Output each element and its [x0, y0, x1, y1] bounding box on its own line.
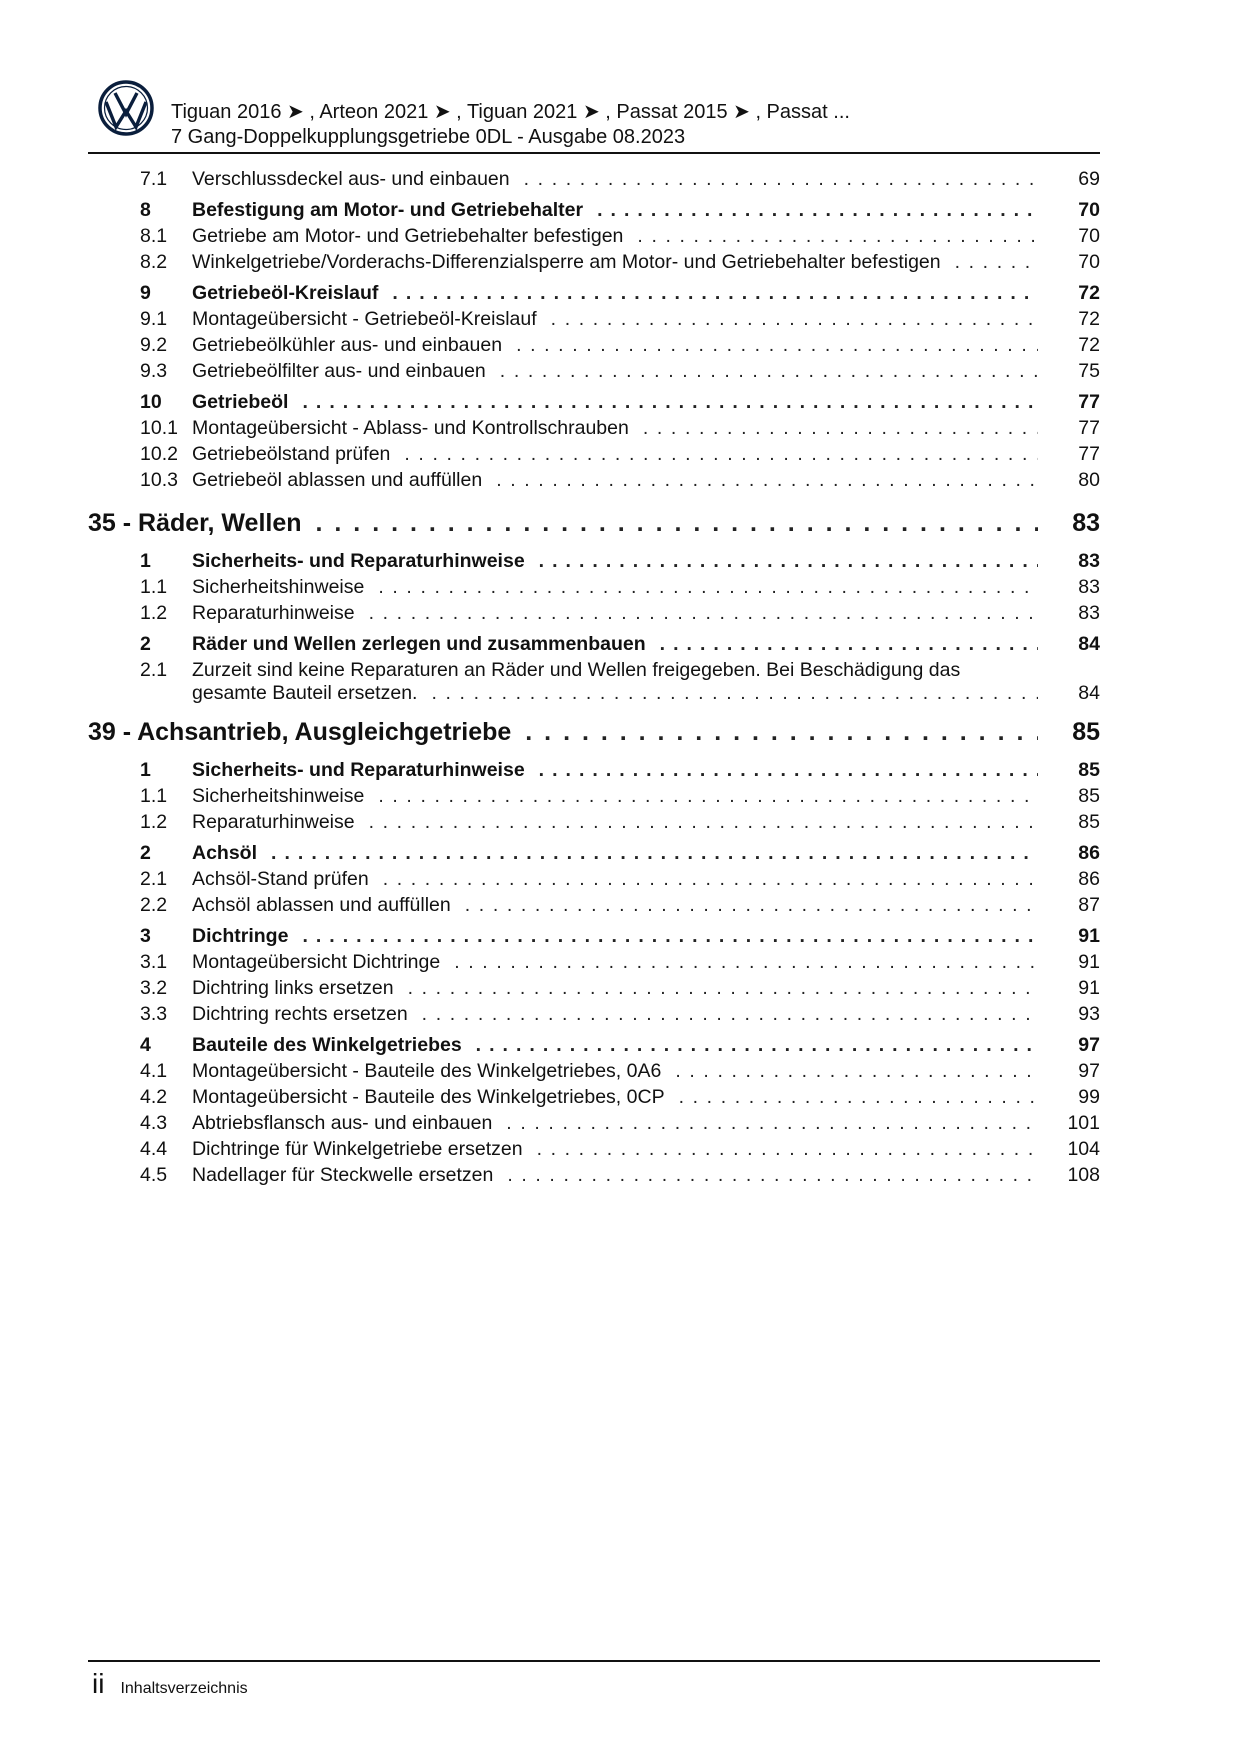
- toc-entry-page: 87: [1078, 894, 1100, 916]
- toc-entry-page: 93: [1078, 1003, 1100, 1025]
- toc-entry-title: Getriebeölkühler aus- und einbauen: [192, 334, 503, 356]
- toc-entry-title: Montageübersicht Dichtringe: [192, 951, 441, 973]
- toc-entry-number: 9.2: [140, 334, 168, 356]
- toc-entry[interactable]: [88, 602, 1100, 628]
- dot-leader: [506, 1112, 1038, 1135]
- toc-entry[interactable]: [88, 509, 1100, 545]
- toc-entry[interactable]: [88, 868, 1100, 894]
- toc-entry-number: 1: [140, 550, 151, 572]
- toc-entry-number: 9.3: [140, 360, 168, 382]
- toc-entry-number: 1.1: [140, 576, 168, 598]
- dot-leader: [378, 576, 1038, 599]
- dot-leader: [637, 225, 1038, 248]
- toc-entry-title: Montageübersicht - Getriebeöl-Kreislauf: [192, 308, 537, 330]
- toc-entry-number: 2.1: [140, 868, 168, 890]
- toc-entry[interactable]: [88, 576, 1100, 602]
- page-footer: [92, 1668, 248, 1700]
- toc-entry[interactable]: [88, 360, 1100, 386]
- toc-entry-title: Montageübersicht - Ablass- und Kontrollschrauben: [192, 417, 629, 439]
- toc-entry-title: Sicherheits- und Reparaturhinweise: [192, 550, 525, 572]
- toc-entry-page: 77: [1078, 417, 1100, 439]
- toc-entry-page: 99: [1078, 1086, 1100, 1108]
- toc-entry-page: 75: [1078, 360, 1100, 382]
- dot-leader: [271, 842, 1038, 865]
- toc-entry[interactable]: [88, 894, 1100, 920]
- toc-entry-title: Verschlussdeckel aus- und einbauen: [192, 168, 510, 190]
- dot-leader: [643, 417, 1038, 440]
- toc-chapter-title: 39 - Achsantrieb, Ausgleichgetriebe: [88, 718, 512, 746]
- toc-entry-number: 3.1: [140, 951, 168, 973]
- toc-entry-title: Dichtring rechts ersetzen: [192, 1003, 408, 1025]
- toc-entry-number: 10.1: [140, 417, 178, 439]
- toc-entry[interactable]: [88, 251, 1100, 277]
- toc-entry[interactable]: [88, 334, 1100, 360]
- toc-entry[interactable]: [88, 811, 1100, 837]
- toc-entry-number: 1: [140, 759, 151, 781]
- toc-entry[interactable]: [88, 759, 1100, 785]
- toc-entry-title: Getriebeölstand prüfen: [192, 443, 391, 465]
- toc-entry-page: 108: [1067, 1164, 1100, 1186]
- dot-leader: [422, 1003, 1038, 1026]
- vw-logo-icon: [98, 80, 154, 136]
- toc-entry[interactable]: [88, 550, 1100, 576]
- toc-entry-page: 77: [1078, 391, 1100, 413]
- toc-entry-title: Achsöl ablassen und auffüllen: [192, 894, 451, 916]
- dot-leader: [369, 811, 1038, 834]
- toc-entry[interactable]: [88, 417, 1100, 443]
- toc-entry-title: Getriebe am Motor- und Getriebehalter befestigen: [192, 225, 624, 247]
- dot-leader: [496, 469, 1038, 492]
- dot-leader: [507, 1164, 1038, 1187]
- toc-entry[interactable]: [88, 1003, 1100, 1029]
- header-subtitle: 7 Gang-Doppelkupplungsgetriebe 0DL - Ausgabe 08.2023: [171, 126, 686, 148]
- toc-entry-page: 69: [1078, 168, 1100, 190]
- dot-leader: [660, 633, 1038, 656]
- dot-leader: [539, 550, 1038, 573]
- dot-leader: [408, 977, 1038, 1000]
- toc-entry-page: 91: [1078, 951, 1100, 973]
- toc-entry[interactable]: [88, 308, 1100, 334]
- toc-entry-page: 83: [1072, 509, 1100, 537]
- toc-entry-title: Achsöl-Stand prüfen: [192, 868, 369, 890]
- toc-entry-page: 84: [1078, 682, 1100, 704]
- toc-entry-page: 72: [1078, 308, 1100, 330]
- toc-entry-title: Befestigung am Motor- und Getriebehalter: [192, 199, 584, 221]
- toc-entry-page: 85: [1072, 718, 1100, 746]
- toc-entry[interactable]: [88, 1060, 1100, 1086]
- toc-entry-title-continued: gesamte Bauteil ersetzen.: [192, 682, 418, 704]
- toc-entry-page: 104: [1067, 1138, 1100, 1160]
- page-header: [98, 80, 1100, 154]
- toc-entry-page: 97: [1078, 1034, 1100, 1056]
- toc-entry-number: 3.2: [140, 977, 168, 999]
- toc-entry-page: 83: [1078, 602, 1100, 624]
- toc-entry[interactable]: [88, 842, 1100, 868]
- toc-entry-page: 72: [1078, 282, 1100, 304]
- footer-rule: [88, 1660, 1100, 1662]
- toc-entry-number: 9.1: [140, 308, 168, 330]
- dot-leader: [465, 894, 1038, 917]
- dot-leader: [679, 1086, 1038, 1109]
- toc-entry-page: 85: [1078, 785, 1100, 807]
- dot-leader: [524, 168, 1038, 191]
- toc-entry-title: Sicherheitshinweise: [192, 576, 365, 598]
- toc-entry-number: 2: [140, 633, 151, 655]
- dot-leader: [404, 443, 1038, 466]
- toc-entry-page: 86: [1078, 868, 1100, 890]
- toc-entry-title: Winkelgetriebe/Vorderachs-Differenzialsperre am Motor- und Getriebehalter befestigen: [192, 251, 941, 273]
- toc-entry[interactable]: [88, 225, 1100, 251]
- toc-entry[interactable]: [88, 1164, 1100, 1190]
- dot-leader: [537, 1138, 1038, 1161]
- toc-entry-title: Abtriebsflansch aus- und einbauen: [192, 1112, 493, 1134]
- header-rule: [88, 152, 1100, 154]
- toc-entry[interactable]: [88, 951, 1100, 977]
- toc-entry-page: 85: [1078, 759, 1100, 781]
- toc-entry-page: 72: [1078, 334, 1100, 356]
- toc-entry-number: 7.1: [140, 168, 168, 190]
- toc-entry-title: Bauteile des Winkelgetriebes: [192, 1034, 462, 1056]
- toc-entry-title: Montageübersicht - Bauteile des Winkelgetriebes, 0CP: [192, 1086, 665, 1108]
- toc-entry-title: Reparaturhinweise: [192, 602, 355, 624]
- toc-entry-title: Zurzeit sind keine Reparaturen an Räder und Wellen freigegeben. Bei Beschädigung das: [192, 659, 961, 681]
- toc-entry-title: Sicherheits- und Reparaturhinweise: [192, 759, 525, 781]
- toc-entry-title: Getriebeöl: [192, 391, 289, 413]
- toc-entry-page: 70: [1078, 225, 1100, 247]
- toc-entry-number: 4: [140, 1034, 151, 1056]
- toc-entry-number: 4.5: [140, 1164, 168, 1186]
- toc-entry-page: 70: [1078, 199, 1100, 221]
- toc-entry[interactable]: [88, 1112, 1100, 1138]
- dot-leader: [551, 308, 1038, 331]
- toc-entry[interactable]: [88, 391, 1100, 417]
- toc-entry-number: 8: [140, 199, 151, 221]
- toc-entry-page: 101: [1067, 1112, 1100, 1134]
- dot-leader: [383, 868, 1038, 891]
- dot-leader: [525, 718, 1038, 747]
- toc-entry-title: Achsöl: [192, 842, 258, 864]
- toc-entry-title: Getriebeöl ablassen und auffüllen: [192, 469, 483, 491]
- toc-chapter-title: 35 - Räder, Wellen: [88, 509, 302, 537]
- toc-entry-number: 10: [140, 391, 162, 413]
- footer-title: Inhaltsverzeichnis: [120, 1680, 248, 1697]
- toc-entry-number: 4.2: [140, 1086, 168, 1108]
- toc-entry-number: 4.3: [140, 1112, 168, 1134]
- dot-leader: [454, 951, 1038, 974]
- dot-leader: [476, 1034, 1038, 1057]
- toc-entry-title: Getriebeöl-Kreislauf: [192, 282, 379, 304]
- header-models: Tiguan 2016 ➤ , Arteon 2021 ➤ , Tiguan 2021 ➤ , Passat 2015 ➤ , Passat ...: [171, 101, 850, 123]
- dot-leader: [302, 391, 1038, 414]
- toc-entry[interactable]: [88, 785, 1100, 811]
- toc-entry[interactable]: [88, 659, 1100, 704]
- table-of-contents: [88, 168, 1100, 1190]
- toc-entry[interactable]: [88, 633, 1100, 659]
- toc-entry-number: 3: [140, 925, 151, 947]
- toc-entry-number: 8.1: [140, 225, 168, 247]
- toc-entry-page: 83: [1078, 576, 1100, 598]
- toc-entry[interactable]: [88, 282, 1100, 308]
- toc-entry[interactable]: [88, 977, 1100, 1003]
- dot-leader: [955, 251, 1038, 274]
- toc-entry[interactable]: [88, 443, 1100, 469]
- toc-entry-page: 91: [1078, 925, 1100, 947]
- dot-leader: [369, 602, 1038, 625]
- toc-entry-page: 77: [1078, 443, 1100, 465]
- toc-entry-page: 85: [1078, 811, 1100, 833]
- toc-entry-number: 2.2: [140, 894, 168, 916]
- toc-entry-title: Reparaturhinweise: [192, 811, 355, 833]
- header-text: [171, 100, 850, 150]
- toc-entry-page: 97: [1078, 1060, 1100, 1082]
- dot-leader: [378, 785, 1038, 808]
- dot-leader: [316, 509, 1038, 538]
- toc-entry-title: Räder und Wellen zerlegen und zusammenbauen: [192, 633, 646, 655]
- toc-entry[interactable]: [88, 1086, 1100, 1112]
- toc-entry-number: 3.3: [140, 1003, 168, 1025]
- toc-entry-title: Dichtringe für Winkelgetriebe ersetzen: [192, 1138, 523, 1160]
- toc-entry-page: 83: [1078, 550, 1100, 572]
- toc-entry-title: Nadellager für Steckwelle ersetzen: [192, 1164, 494, 1186]
- toc-entry-number: 1.2: [140, 602, 168, 624]
- toc-entry-number: 1.2: [140, 811, 168, 833]
- toc-entry-number: 2.1: [140, 659, 168, 681]
- toc-entry[interactable]: [88, 199, 1100, 225]
- dot-leader: [516, 334, 1038, 357]
- toc-entry-number: 4.4: [140, 1138, 168, 1160]
- toc-entry-page: 70: [1078, 251, 1100, 273]
- toc-entry-title: Getriebeölfilter aus- und einbauen: [192, 360, 486, 382]
- toc-entry-number: 8.2: [140, 251, 168, 273]
- toc-entry-page: 80: [1078, 469, 1100, 491]
- toc-entry-number: 2: [140, 842, 151, 864]
- toc-entry[interactable]: [88, 1138, 1100, 1164]
- toc-entry-title: Sicherheitshinweise: [192, 785, 365, 807]
- toc-entry-number: 10.3: [140, 469, 178, 491]
- toc-entry-number: 1.1: [140, 785, 168, 807]
- toc-entry-page: 84: [1078, 633, 1100, 655]
- toc-entry[interactable]: [88, 469, 1100, 495]
- dot-leader: [597, 199, 1038, 222]
- dot-leader: [500, 360, 1038, 383]
- dot-leader: [302, 925, 1038, 948]
- toc-entry-number: 10.2: [140, 443, 178, 465]
- toc-entry-title: Montageübersicht - Bauteile des Winkelgetriebes, 0A6: [192, 1060, 662, 1082]
- toc-entry-page: 91: [1078, 977, 1100, 999]
- dot-leader: [675, 1060, 1038, 1083]
- toc-entry-page: 86: [1078, 842, 1100, 864]
- dot-leader: [392, 282, 1038, 305]
- toc-entry[interactable]: [88, 925, 1100, 951]
- toc-entry-title: Dichtringe: [192, 925, 289, 947]
- toc-entry-number: 4.1: [140, 1060, 168, 1082]
- toc-entry[interactable]: [88, 1034, 1100, 1060]
- footer-page-number: ii: [92, 1668, 105, 1699]
- toc-entry-number: 9: [140, 282, 151, 304]
- dot-leader: [539, 759, 1038, 782]
- toc-entry[interactable]: [88, 168, 1100, 194]
- toc-entry-title: Dichtring links ersetzen: [192, 977, 394, 999]
- toc-entry[interactable]: [88, 718, 1100, 754]
- dot-leader: [431, 682, 1038, 705]
